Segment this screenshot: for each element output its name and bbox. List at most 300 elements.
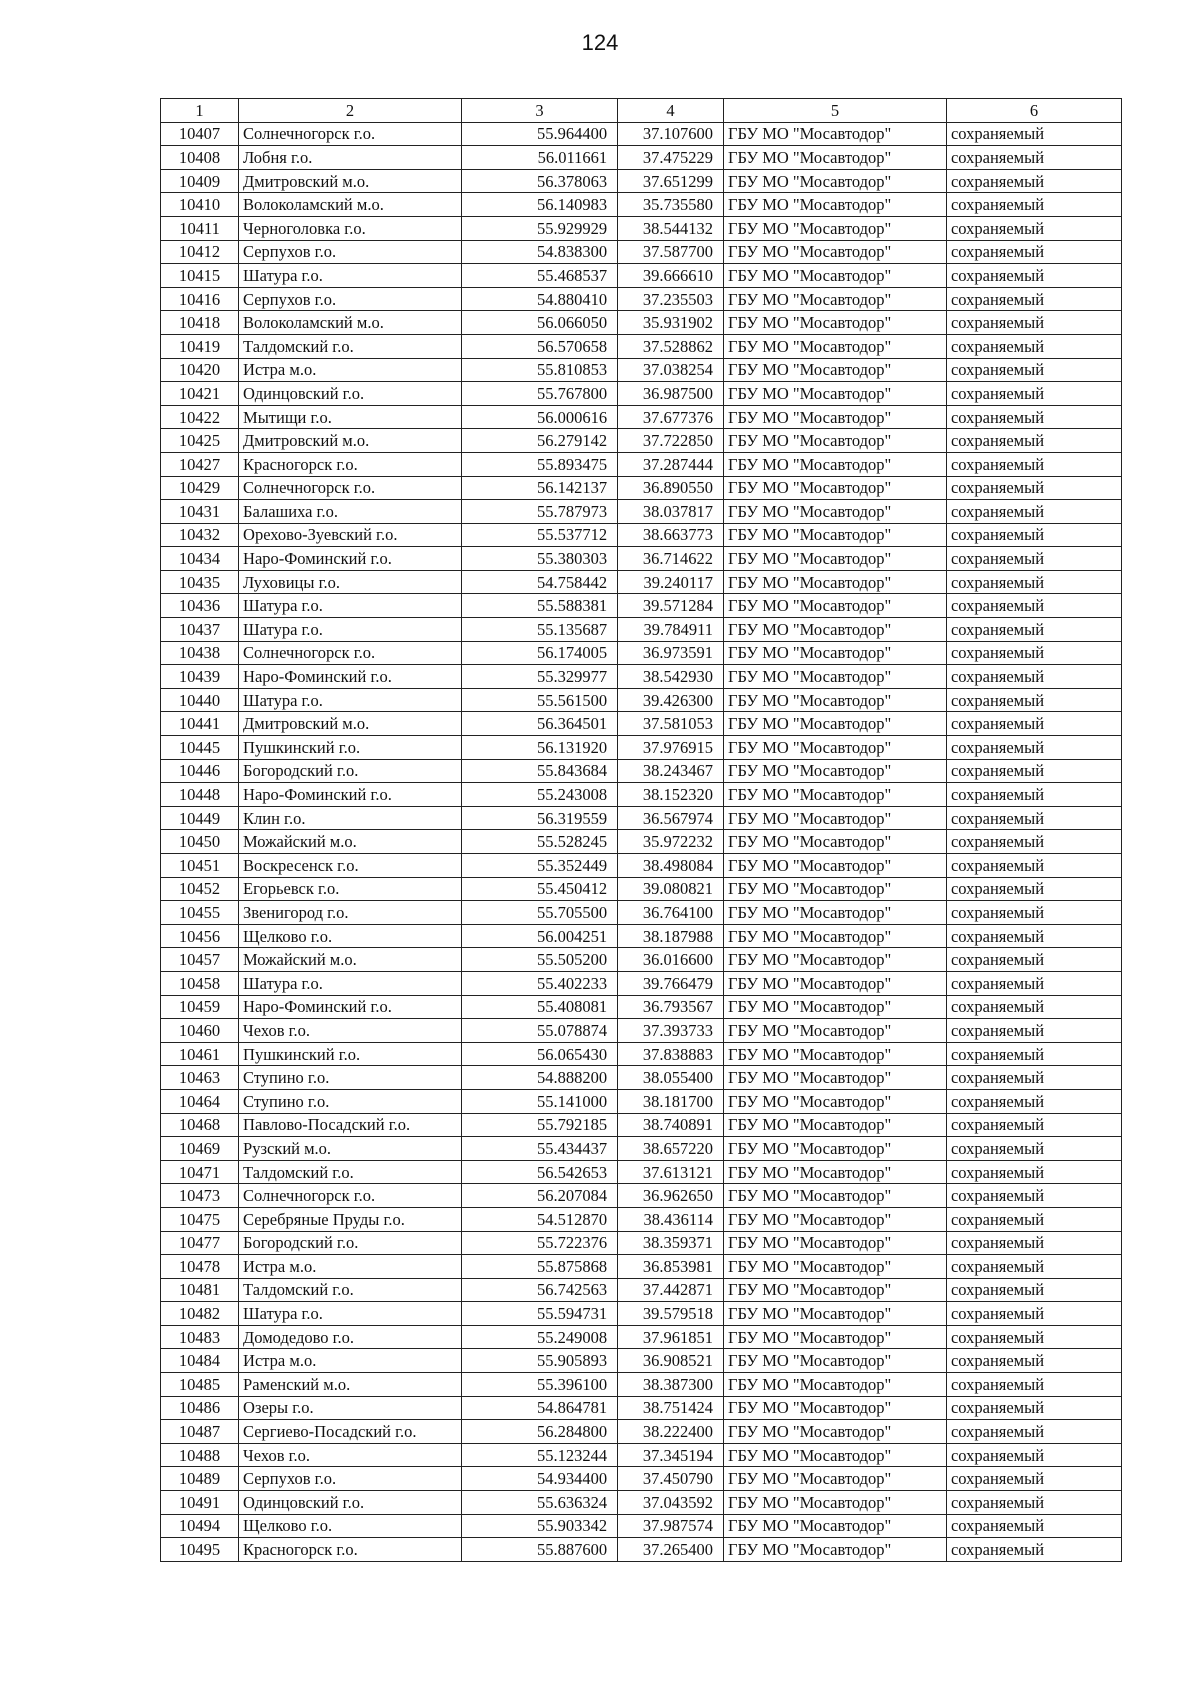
owner-cell: ГБУ МО "Мосавтодор" (723, 476, 946, 500)
owner-cell: ГБУ МО "Мосавтодор" (723, 547, 946, 571)
record-id-cell: 10489 (161, 1467, 239, 1491)
record-id-cell: 10445 (161, 736, 239, 760)
owner-cell: ГБУ МО "Мосавтодор" (723, 1160, 946, 1184)
longitude-cell: 37.613121 (618, 1160, 724, 1184)
owner-cell: ГБУ МО "Мосавтодор" (723, 1349, 946, 1373)
latitude-cell: 55.636324 (462, 1491, 618, 1515)
table-row (161, 924, 1122, 948)
record-id-cell: 10434 (161, 547, 239, 571)
latitude-cell: 55.887600 (462, 1538, 618, 1562)
owner-cell: ГБУ МО "Мосавтодор" (723, 854, 946, 878)
record-id-cell: 10449 (161, 806, 239, 830)
longitude-cell: 38.055400 (618, 1066, 724, 1090)
status-cell: сохраняемый (946, 971, 1121, 995)
longitude-cell: 36.962650 (618, 1184, 724, 1208)
municipality-cell: Солнечногорск г.о. (239, 476, 462, 500)
status-cell: сохраняемый (946, 1137, 1121, 1161)
latitude-cell: 54.864781 (462, 1396, 618, 1420)
table-row (161, 1420, 1122, 1444)
column-header-1: 1 (161, 99, 239, 123)
table-row (161, 618, 1122, 642)
status-cell: сохраняемый (946, 240, 1121, 264)
municipality-cell: Чехов г.о. (239, 1443, 462, 1467)
status-cell: сохраняемый (946, 1443, 1121, 1467)
municipality-cell: Рузский м.о. (239, 1137, 462, 1161)
latitude-cell: 55.396100 (462, 1373, 618, 1397)
longitude-cell: 37.475229 (618, 146, 724, 170)
table-row (161, 854, 1122, 878)
longitude-cell: 37.043592 (618, 1491, 724, 1515)
municipality-cell: Орехово-Зуевский г.о. (239, 523, 462, 547)
record-id-cell: 10435 (161, 570, 239, 594)
status-cell: сохраняемый (946, 216, 1121, 240)
owner-cell: ГБУ МО "Мосавтодор" (723, 1491, 946, 1515)
municipality-cell: Богородский г.о. (239, 1231, 462, 1255)
table-row (161, 1491, 1122, 1515)
longitude-cell: 36.890550 (618, 476, 724, 500)
longitude-cell: 36.973591 (618, 641, 724, 665)
latitude-cell: 56.065430 (462, 1042, 618, 1066)
status-cell: сохраняемый (946, 334, 1121, 358)
municipality-cell: Солнечногорск г.о. (239, 641, 462, 665)
owner-cell: ГБУ МО "Мосавтодор" (723, 1373, 946, 1397)
latitude-cell: 55.123244 (462, 1443, 618, 1467)
status-cell: сохраняемый (946, 1066, 1121, 1090)
status-cell: сохраняемый (946, 1467, 1121, 1491)
owner-cell: ГБУ МО "Мосавтодор" (723, 570, 946, 594)
longitude-cell: 37.107600 (618, 122, 724, 146)
status-cell: сохраняемый (946, 1491, 1121, 1515)
latitude-cell: 56.319559 (462, 806, 618, 830)
table-row (161, 1089, 1122, 1113)
latitude-cell: 55.352449 (462, 854, 618, 878)
longitude-cell: 36.793567 (618, 995, 724, 1019)
municipality-cell: Шатура г.о. (239, 618, 462, 642)
longitude-cell: 39.766479 (618, 971, 724, 995)
table-row (161, 216, 1122, 240)
record-id-cell: 10440 (161, 688, 239, 712)
table-row (161, 783, 1122, 807)
longitude-cell: 38.436114 (618, 1207, 724, 1231)
status-cell: сохраняемый (946, 783, 1121, 807)
owner-cell: ГБУ МО "Мосавтодор" (723, 806, 946, 830)
longitude-cell: 36.567974 (618, 806, 724, 830)
longitude-cell: 35.972232 (618, 830, 724, 854)
municipality-cell: Шатура г.о. (239, 1302, 462, 1326)
municipality-cell: Красногорск г.о. (239, 1538, 462, 1562)
latitude-cell: 54.880410 (462, 287, 618, 311)
owner-cell: ГБУ МО "Мосавтодор" (723, 1066, 946, 1090)
table-row (161, 146, 1122, 170)
longitude-cell: 37.393733 (618, 1019, 724, 1043)
record-id-cell: 10438 (161, 641, 239, 665)
longitude-cell: 37.450790 (618, 1467, 724, 1491)
longitude-cell: 35.931902 (618, 311, 724, 335)
record-id-cell: 10468 (161, 1113, 239, 1137)
table-row (161, 759, 1122, 783)
record-id-cell: 10464 (161, 1089, 239, 1113)
record-id-cell: 10415 (161, 264, 239, 288)
status-cell: сохраняемый (946, 1207, 1121, 1231)
longitude-cell: 37.838883 (618, 1042, 724, 1066)
record-id-cell: 10432 (161, 523, 239, 547)
longitude-cell: 37.287444 (618, 452, 724, 476)
latitude-cell: 55.537712 (462, 523, 618, 547)
table-row (161, 1538, 1122, 1562)
longitude-cell: 36.853981 (618, 1255, 724, 1279)
municipality-cell: Звенигород г.о. (239, 901, 462, 925)
column-header-5: 5 (723, 99, 946, 123)
table-row (161, 1231, 1122, 1255)
longitude-cell: 38.751424 (618, 1396, 724, 1420)
status-cell: сохраняемый (946, 594, 1121, 618)
table-row (161, 358, 1122, 382)
table-row (161, 1184, 1122, 1208)
latitude-cell: 55.588381 (462, 594, 618, 618)
table-row (161, 1278, 1122, 1302)
table-body (161, 122, 1122, 1561)
record-id-cell: 10456 (161, 924, 239, 948)
owner-cell: ГБУ МО "Мосавтодор" (723, 1420, 946, 1444)
record-id-cell: 10411 (161, 216, 239, 240)
latitude-cell: 56.284800 (462, 1420, 618, 1444)
municipality-cell: Шатура г.о. (239, 688, 462, 712)
table-row (161, 1325, 1122, 1349)
longitude-cell: 36.016600 (618, 948, 724, 972)
municipality-cell: Одинцовский г.о. (239, 1491, 462, 1515)
longitude-cell: 38.243467 (618, 759, 724, 783)
latitude-cell: 56.542653 (462, 1160, 618, 1184)
table-row (161, 1019, 1122, 1043)
table-row (161, 570, 1122, 594)
table-row (161, 830, 1122, 854)
municipality-cell: Богородский г.о. (239, 759, 462, 783)
owner-cell: ГБУ МО "Мосавтодор" (723, 405, 946, 429)
municipality-cell: Солнечногорск г.о. (239, 1184, 462, 1208)
record-id-cell: 10419 (161, 334, 239, 358)
record-id-cell: 10485 (161, 1373, 239, 1397)
municipality-cell: Серпухов г.о. (239, 287, 462, 311)
longitude-cell: 38.152320 (618, 783, 724, 807)
status-cell: сохраняемый (946, 877, 1121, 901)
table-row (161, 287, 1122, 311)
latitude-cell: 56.140983 (462, 193, 618, 217)
owner-cell: ГБУ МО "Мосавтодор" (723, 429, 946, 453)
status-cell: сохраняемый (946, 193, 1121, 217)
longitude-cell: 37.722850 (618, 429, 724, 453)
owner-cell: ГБУ МО "Мосавтодор" (723, 759, 946, 783)
latitude-cell: 54.838300 (462, 240, 618, 264)
record-id-cell: 10439 (161, 665, 239, 689)
record-id-cell: 10478 (161, 1255, 239, 1279)
owner-cell: ГБУ МО "Мосавтодор" (723, 169, 946, 193)
municipality-cell: Серпухов г.о. (239, 240, 462, 264)
latitude-cell: 55.249008 (462, 1325, 618, 1349)
owner-cell: ГБУ МО "Мосавтодор" (723, 1113, 946, 1137)
table-row (161, 641, 1122, 665)
municipality-cell: Раменский м.о. (239, 1373, 462, 1397)
latitude-cell: 54.512870 (462, 1207, 618, 1231)
owner-cell: ГБУ МО "Мосавтодор" (723, 264, 946, 288)
status-cell: сохраняемый (946, 547, 1121, 571)
municipality-cell: Шатура г.о. (239, 264, 462, 288)
table-row (161, 971, 1122, 995)
table-row (161, 665, 1122, 689)
longitude-cell: 39.426300 (618, 688, 724, 712)
municipality-cell: Павлово-Посадский г.о. (239, 1113, 462, 1137)
owner-cell: ГБУ МО "Мосавтодор" (723, 1467, 946, 1491)
longitude-cell: 38.498084 (618, 854, 724, 878)
record-id-cell: 10455 (161, 901, 239, 925)
status-cell: сохраняемый (946, 736, 1121, 760)
status-cell: сохраняемый (946, 1113, 1121, 1137)
status-cell: сохраняемый (946, 1396, 1121, 1420)
municipality-cell: Щелково г.о. (239, 1514, 462, 1538)
status-cell: сохраняемый (946, 1042, 1121, 1066)
record-id-cell: 10431 (161, 500, 239, 524)
status-cell: сохраняемый (946, 688, 1121, 712)
latitude-cell: 55.893475 (462, 452, 618, 476)
latitude-cell: 55.434437 (462, 1137, 618, 1161)
municipality-cell: Наро-Фоминский г.о. (239, 547, 462, 571)
status-cell: сохраняемый (946, 570, 1121, 594)
owner-cell: ГБУ МО "Мосавтодор" (723, 1137, 946, 1161)
longitude-cell: 37.581053 (618, 712, 724, 736)
latitude-cell: 55.875868 (462, 1255, 618, 1279)
owner-cell: ГБУ МО "Мосавтодор" (723, 287, 946, 311)
longitude-cell: 38.037817 (618, 500, 724, 524)
latitude-cell: 56.364501 (462, 712, 618, 736)
municipality-cell: Шатура г.о. (239, 971, 462, 995)
longitude-cell: 38.663773 (618, 523, 724, 547)
municipality-cell: Дмитровский м.о. (239, 712, 462, 736)
table-row (161, 1373, 1122, 1397)
municipality-cell: Наро-Фоминский г.о. (239, 665, 462, 689)
column-header-2: 2 (239, 99, 462, 123)
longitude-cell: 39.666610 (618, 264, 724, 288)
table-row (161, 1467, 1122, 1491)
owner-cell: ГБУ МО "Мосавтодор" (723, 924, 946, 948)
table-row (161, 1443, 1122, 1467)
table-row (161, 169, 1122, 193)
record-id-cell: 10487 (161, 1420, 239, 1444)
table-row (161, 995, 1122, 1019)
municipality-cell: Истра м.о. (239, 358, 462, 382)
owner-cell: ГБУ МО "Мосавтодор" (723, 901, 946, 925)
longitude-cell: 36.764100 (618, 901, 724, 925)
record-id-cell: 10416 (161, 287, 239, 311)
status-cell: сохраняемый (946, 311, 1121, 335)
owner-cell: ГБУ МО "Мосавтодор" (723, 122, 946, 146)
owner-cell: ГБУ МО "Мосавтодор" (723, 1514, 946, 1538)
owner-cell: ГБУ МО "Мосавтодор" (723, 1538, 946, 1562)
record-id-cell: 10477 (161, 1231, 239, 1255)
status-cell: сохраняемый (946, 901, 1121, 925)
table-row (161, 948, 1122, 972)
owner-cell: ГБУ МО "Мосавтодор" (723, 995, 946, 1019)
owner-cell: ГБУ МО "Мосавтодор" (723, 1089, 946, 1113)
municipality-cell: Серпухов г.о. (239, 1467, 462, 1491)
municipality-cell: Домодедово г.о. (239, 1325, 462, 1349)
municipality-cell: Можайский м.о. (239, 948, 462, 972)
status-cell: сохраняемый (946, 476, 1121, 500)
record-id-cell: 10418 (161, 311, 239, 335)
status-cell: сохраняемый (946, 122, 1121, 146)
longitude-cell: 38.542930 (618, 665, 724, 689)
record-id-cell: 10486 (161, 1396, 239, 1420)
status-cell: сохраняемый (946, 1278, 1121, 1302)
latitude-cell: 55.243008 (462, 783, 618, 807)
table-row (161, 429, 1122, 453)
table-row (161, 1255, 1122, 1279)
latitude-cell: 54.758442 (462, 570, 618, 594)
latitude-cell: 56.131920 (462, 736, 618, 760)
longitude-cell: 38.222400 (618, 1420, 724, 1444)
status-cell: сохраняемый (946, 1160, 1121, 1184)
municipality-cell: Чехов г.о. (239, 1019, 462, 1043)
table-row (161, 193, 1122, 217)
latitude-cell: 55.810853 (462, 358, 618, 382)
column-header-6: 6 (946, 99, 1121, 123)
status-cell: сохраняемый (946, 665, 1121, 689)
municipality-cell: Волоколамский м.о. (239, 193, 462, 217)
latitude-cell: 55.964400 (462, 122, 618, 146)
latitude-cell: 55.078874 (462, 1019, 618, 1043)
longitude-cell: 37.345194 (618, 1443, 724, 1467)
record-id-cell: 10446 (161, 759, 239, 783)
longitude-cell: 37.961851 (618, 1325, 724, 1349)
latitude-cell: 55.329977 (462, 665, 618, 689)
table-row (161, 122, 1122, 146)
status-cell: сохраняемый (946, 1019, 1121, 1043)
owner-cell: ГБУ МО "Мосавтодор" (723, 830, 946, 854)
longitude-cell: 38.181700 (618, 1089, 724, 1113)
status-cell: сохраняемый (946, 500, 1121, 524)
latitude-cell: 55.903342 (462, 1514, 618, 1538)
table-row (161, 405, 1122, 429)
longitude-cell: 35.735580 (618, 193, 724, 217)
latitude-cell: 55.787973 (462, 500, 618, 524)
status-cell: сохраняемый (946, 854, 1121, 878)
table-row (161, 1349, 1122, 1373)
municipality-cell: Пушкинский г.о. (239, 736, 462, 760)
record-id-cell: 10451 (161, 854, 239, 878)
status-cell: сохраняемый (946, 830, 1121, 854)
owner-cell: ГБУ МО "Мосавтодор" (723, 216, 946, 240)
record-id-cell: 10427 (161, 452, 239, 476)
status-cell: сохраняемый (946, 1255, 1121, 1279)
owner-cell: ГБУ МО "Мосавтодор" (723, 1255, 946, 1279)
latitude-cell: 55.705500 (462, 901, 618, 925)
municipality-cell: Пушкинский г.о. (239, 1042, 462, 1066)
status-cell: сохраняемый (946, 523, 1121, 547)
status-cell: сохраняемый (946, 806, 1121, 830)
municipality-cell: Талдомский г.о. (239, 1160, 462, 1184)
record-id-cell: 10429 (161, 476, 239, 500)
record-id-cell: 10457 (161, 948, 239, 972)
owner-cell: ГБУ МО "Мосавтодор" (723, 971, 946, 995)
longitude-cell: 38.187988 (618, 924, 724, 948)
table-row (161, 712, 1122, 736)
table-row (161, 1514, 1122, 1538)
table-row (161, 523, 1122, 547)
table-header-row (161, 99, 1122, 123)
municipality-cell: Ступино г.о. (239, 1089, 462, 1113)
record-id-cell: 10448 (161, 783, 239, 807)
municipality-cell: Черноголовка г.о. (239, 216, 462, 240)
record-id-cell: 10469 (161, 1137, 239, 1161)
status-cell: сохраняемый (946, 1538, 1121, 1562)
owner-cell: ГБУ МО "Мосавтодор" (723, 712, 946, 736)
owner-cell: ГБУ МО "Мосавтодор" (723, 1278, 946, 1302)
status-cell: сохраняемый (946, 452, 1121, 476)
owner-cell: ГБУ МО "Мосавтодор" (723, 311, 946, 335)
status-cell: сохраняемый (946, 1373, 1121, 1397)
longitude-cell: 37.987574 (618, 1514, 724, 1538)
record-id-cell: 10425 (161, 429, 239, 453)
table-row (161, 736, 1122, 760)
latitude-cell: 56.742563 (462, 1278, 618, 1302)
longitude-cell: 39.080821 (618, 877, 724, 901)
record-id-cell: 10483 (161, 1325, 239, 1349)
table-row (161, 452, 1122, 476)
owner-cell: ГБУ МО "Мосавтодор" (723, 523, 946, 547)
record-id-cell: 10488 (161, 1443, 239, 1467)
municipality-cell: Воскресенск г.о. (239, 854, 462, 878)
table-row (161, 382, 1122, 406)
owner-cell: ГБУ МО "Мосавтодор" (723, 334, 946, 358)
record-id-cell: 10407 (161, 122, 239, 146)
page-number: 124 (581, 30, 619, 55)
latitude-cell: 55.468537 (462, 264, 618, 288)
record-id-cell: 10494 (161, 1514, 239, 1538)
record-id-cell: 10475 (161, 1207, 239, 1231)
status-cell: сохраняемый (946, 1231, 1121, 1255)
owner-cell: ГБУ МО "Мосавтодор" (723, 1207, 946, 1231)
latitude-cell: 55.380303 (462, 547, 618, 571)
status-cell: сохраняемый (946, 1349, 1121, 1373)
municipality-cell: Мытищи г.о. (239, 405, 462, 429)
latitude-cell: 55.135687 (462, 618, 618, 642)
record-id-cell: 10420 (161, 358, 239, 382)
record-id-cell: 10471 (161, 1160, 239, 1184)
owner-cell: ГБУ МО "Мосавтодор" (723, 358, 946, 382)
latitude-cell: 56.174005 (462, 641, 618, 665)
longitude-cell: 38.387300 (618, 1373, 724, 1397)
municipality-cell: Озеры г.о. (239, 1396, 462, 1420)
owner-cell: ГБУ МО "Мосавтодор" (723, 1443, 946, 1467)
status-cell: сохраняемый (946, 287, 1121, 311)
latitude-cell: 56.142137 (462, 476, 618, 500)
longitude-cell: 37.677376 (618, 405, 724, 429)
table-row (161, 1160, 1122, 1184)
longitude-cell: 38.359371 (618, 1231, 724, 1255)
status-cell: сохраняемый (946, 1325, 1121, 1349)
table-row (161, 500, 1122, 524)
latitude-cell: 55.528245 (462, 830, 618, 854)
municipality-cell: Егорьевск г.о. (239, 877, 462, 901)
longitude-cell: 37.265400 (618, 1538, 724, 1562)
longitude-cell: 37.442871 (618, 1278, 724, 1302)
record-id-cell: 10409 (161, 169, 239, 193)
status-cell: сохраняемый (946, 358, 1121, 382)
latitude-cell: 56.207084 (462, 1184, 618, 1208)
owner-cell: ГБУ МО "Мосавтодор" (723, 1302, 946, 1326)
status-cell: сохраняемый (946, 924, 1121, 948)
longitude-cell: 36.987500 (618, 382, 724, 406)
owner-cell: ГБУ МО "Мосавтодор" (723, 452, 946, 476)
status-cell: сохраняемый (946, 641, 1121, 665)
